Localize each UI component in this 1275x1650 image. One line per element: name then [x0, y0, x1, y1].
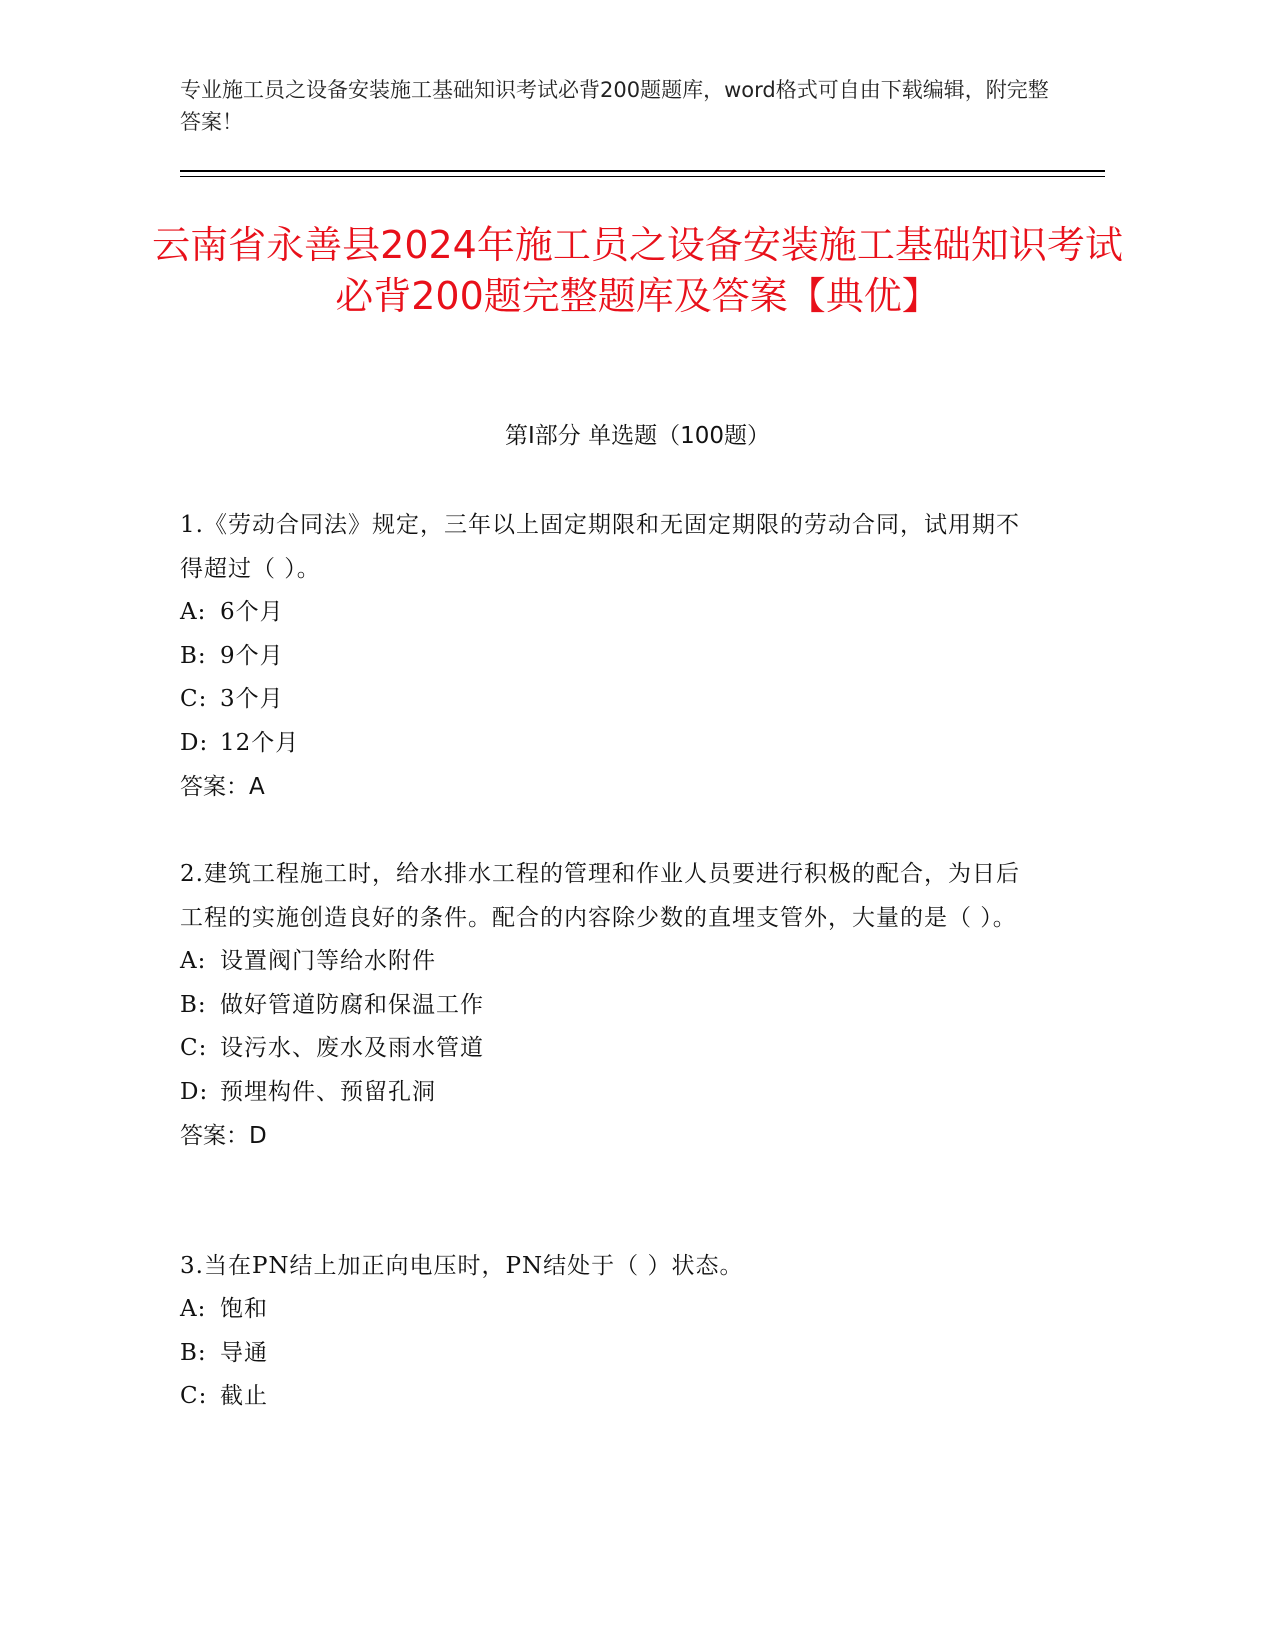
option-label: B: — [180, 1339, 207, 1366]
option-label: A: — [180, 599, 207, 625]
option-text: 截止 — [220, 1383, 268, 1409]
option-label: C: — [180, 686, 208, 712]
question-3 — [180, 1244, 1030, 1419]
option-b — [180, 1332, 1030, 1376]
header-divider-thin — [180, 176, 1105, 177]
question-stem: 2.建筑工程施工时，给水排水工程的管理和作业人员要进行积极的配合，为日后工程的实施创造良好的条件。配合的内容除少数的直埋支管外，大量的是（ ）。 — [180, 861, 1020, 931]
option-b — [180, 984, 1030, 1028]
option-label: A: — [180, 948, 207, 974]
option-text: 设污水、废水及雨水管道 — [220, 1035, 484, 1061]
option-d — [180, 1071, 1030, 1115]
option-b — [180, 635, 1030, 679]
option-a — [180, 1288, 1030, 1332]
option-label: D: — [180, 729, 209, 756]
option-text: 12个月 — [220, 729, 300, 756]
option-text: 饱和 — [220, 1296, 268, 1322]
option-text: 3个月 — [220, 686, 284, 712]
option-text: 6个月 — [220, 599, 284, 625]
option-a — [180, 940, 1030, 984]
option-c — [180, 1375, 1030, 1419]
document-title: 云南省永善县2024年施工员之设备安装施工基础知识考试必背200题完整题库及答案【典优】 — [152, 223, 1123, 318]
option-label: A: — [180, 1296, 207, 1322]
question-stem: 3.当在PN结上加正向电压时，PN结处于（ ）状态。 — [180, 1253, 744, 1279]
option-label: C: — [180, 1035, 208, 1061]
option-label: B: — [180, 991, 207, 1018]
question-1 — [180, 503, 1030, 809]
answer-line: 答案：D — [180, 1123, 267, 1149]
option-c — [180, 1027, 1030, 1071]
section-heading: 第I部分 单选题（100题） — [505, 423, 770, 449]
option-label: D: — [180, 1078, 209, 1105]
header-divider-thick — [180, 170, 1105, 172]
question-2 — [180, 852, 1030, 1158]
answer-line: 答案：A — [180, 774, 265, 800]
option-text: 预埋构件、预留孔洞 — [220, 1078, 436, 1105]
option-d — [180, 722, 1030, 766]
option-label: C: — [180, 1383, 208, 1409]
option-text: 9个月 — [220, 642, 284, 669]
option-text: 设置阀门等给水附件 — [220, 948, 436, 974]
option-label: B: — [180, 642, 207, 669]
option-c — [180, 678, 1030, 722]
option-text: 导通 — [220, 1339, 268, 1366]
option-text: 做好管道防腐和保温工作 — [220, 991, 484, 1018]
question-stem: 1.《劳动合同法》规定，三年以上固定期限和无固定期限的劳动合同，试用期不得超过（ ）。 — [180, 512, 1020, 582]
header-note: 专业施工员之设备安装施工基础知识考试必背200题题库，word格式可自由下载编辑，附完整答案！ — [180, 78, 1049, 134]
option-a — [180, 591, 1030, 635]
